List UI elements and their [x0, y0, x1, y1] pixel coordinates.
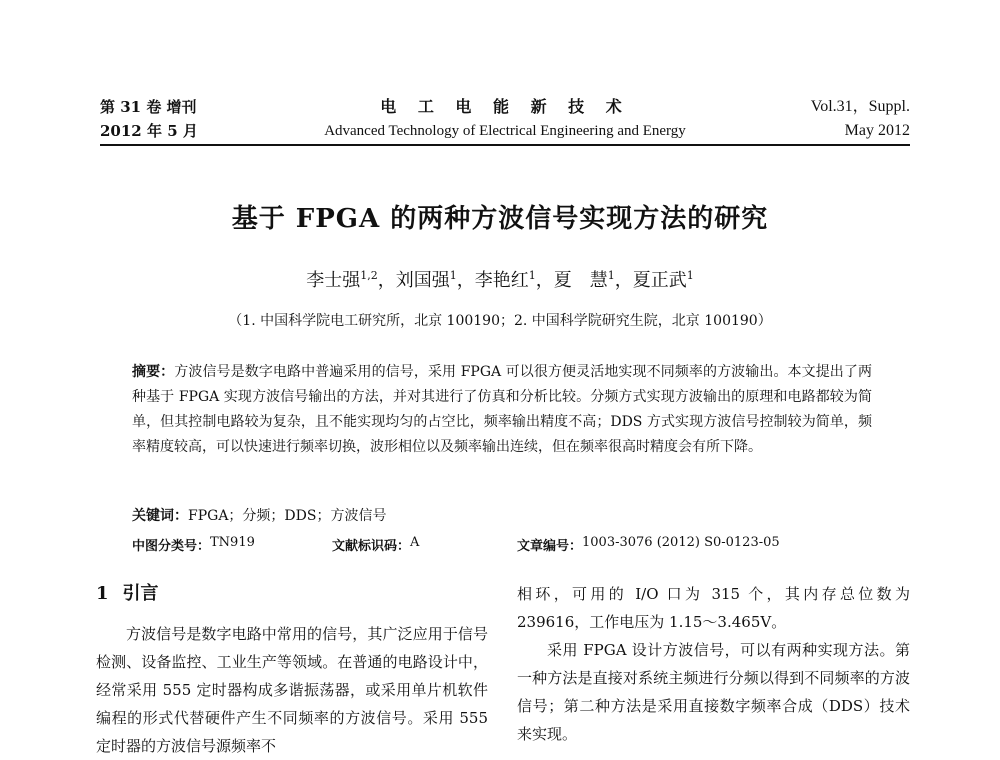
- author: 李士强$^{1,2}$: [306, 269, 378, 291]
- right-paragraph-2: 采用 FPGA 设计方波信号，可以有两种实现方法。第一种方法是直接对系统主频进行分频以得到不同频率的方波信号；第二种方法是采用直接数字频率合成（DDS）技术来实现。: [517, 641, 910, 743]
- journal-name-cn: 电 工 电 能 新 技 术: [380, 97, 630, 116]
- author: 夏 慧$^1$: [553, 269, 615, 291]
- section-number: 1: [96, 583, 109, 604]
- publication-date-cn: 2012 年 5 月: [100, 122, 198, 140]
- abstract-text: 方波信号是数字电路中普遍采用的信号，采用 FPGA 可以很方便灵活地实现不同频率的方波输出。本文提出了两种基于 FPGA 实现方波信号输出的方法，并对其进行了仿真和分析比较。分频方式实现方波输出的原理和电路都较为简单，但其控制电路较为复杂，且不能实现均匀的占空比，频率输出精度不高；DDS 方式实现方波信号控制较为简单，频率精度较高，可以快速进行频率切换，波形相位以及频率输出连续，但在频率很高时精度会有所下降。: [132, 364, 872, 455]
- right-paragraph-1: 相环，可用的 I/O 口为 315 个，其内存总位数为 239616，工作电压为 1.15～3.465V。: [517, 585, 910, 631]
- volume-issue: 第 31 卷 增刊: [100, 98, 197, 116]
- abstract-label: 摘要：: [132, 364, 175, 380]
- journal-header: [100, 95, 910, 145]
- author: 刘国强$^1$: [395, 269, 457, 291]
- article-number: 文章编号： 1003-3076 (2012) S0-0123-05: [517, 535, 780, 554]
- volume-en: Vol.31，Suppl.: [810, 98, 910, 115]
- section-title: 引言: [122, 583, 159, 604]
- author-separator: ，: [377, 270, 396, 291]
- clc-number: 中图分类号： TN919: [132, 535, 255, 554]
- author: 李艳红$^1$: [474, 269, 536, 291]
- author-separator: ，: [456, 270, 475, 291]
- header-right: [811, 95, 910, 143]
- affiliation: （1. 中国科学院电工研究所，北京 100190；2. 中国科学院研究生院，北京 100190）: [228, 313, 772, 329]
- header-center: [100, 95, 910, 143]
- left-column: [96, 580, 488, 760]
- document-code: 文献标识码： A: [332, 535, 420, 554]
- header-rule: [100, 144, 910, 146]
- keywords-label: 关键词：: [132, 508, 188, 524]
- keywords: [132, 505, 386, 525]
- author-separator: ，: [614, 270, 633, 291]
- publication-date-en: May 2012: [844, 122, 910, 139]
- section-heading: [96, 580, 488, 608]
- right-column: [517, 580, 910, 748]
- journal-name-en: Advanced Technology of Electrical Engineering and Energy: [324, 123, 686, 139]
- paper-title: 基于 FPGA 的两种方波信号实现方法的研究: [231, 204, 769, 234]
- intro-paragraph: 方波信号是数字电路中常用的信号，其广泛应用于信号检测、设备监控、工业生产等领域。在普通的电路设计中，经常采用 555 定时器构成多谐振荡器，或采用单片机软件编程的形式代替硬件产生不同频率的方波信号。采用 555 定时器的方波信号源频率不: [96, 625, 488, 755]
- author-separator: ，: [535, 270, 554, 291]
- keywords-text: FPGA；分频；DDS；方波信号: [188, 508, 387, 524]
- abstract: [132, 360, 872, 460]
- author-list: [0, 266, 1000, 292]
- author: 夏正武$^1$: [632, 269, 694, 291]
